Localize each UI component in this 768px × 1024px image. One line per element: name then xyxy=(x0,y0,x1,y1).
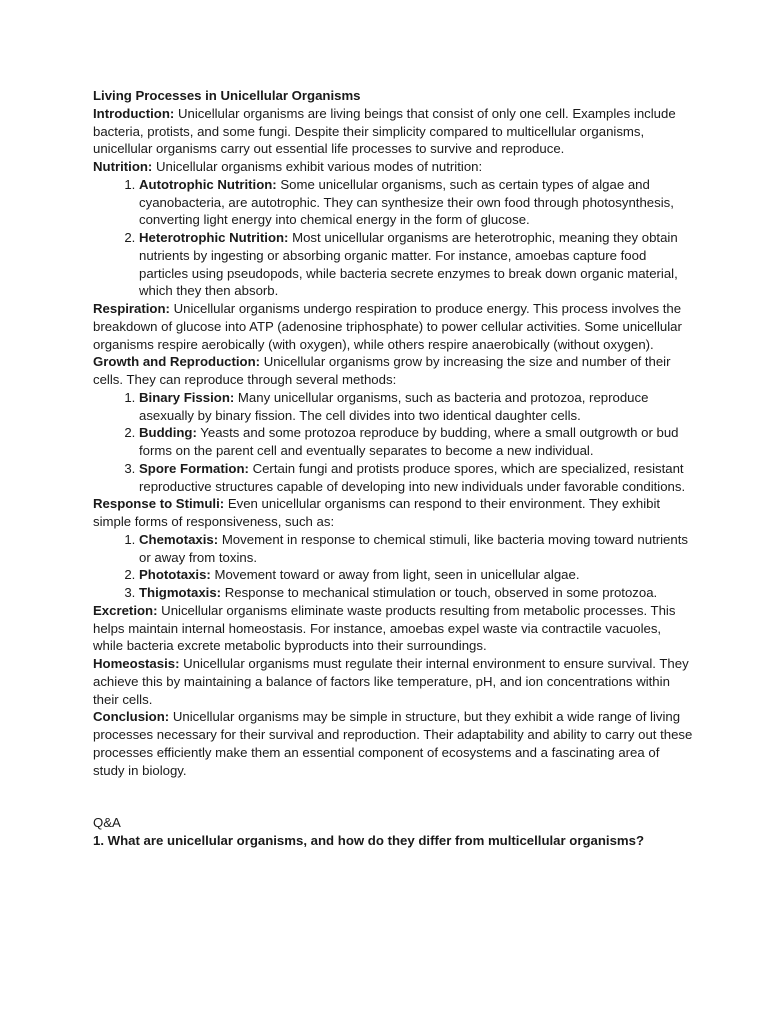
list-item-label: Binary Fission: xyxy=(139,389,235,405)
list-item-text: Certain fungi and protists produce spores, which are specialized, resistant reproductive structures capable of developing into new individuals under favorable conditions. xyxy=(139,460,686,494)
homeostasis-label: Homeostasis: xyxy=(93,656,180,671)
list-item-label: Budding: xyxy=(139,425,197,441)
introduction-label: Introduction: xyxy=(93,105,175,121)
growth-label: Growth and Reproduction: xyxy=(93,354,261,370)
list-item xyxy=(139,584,693,602)
excretion-text: Unicellular organisms eliminate waste products resulting from metabolic processes. This helps maintain internal homeostasis. For instance, amoebas expel waste via contractile vacuoles, while bacteria excrete metabolic byproducts into their surroundings. xyxy=(93,602,676,654)
growth-paragraph xyxy=(93,353,693,389)
growth-text: Unicellular organisms grow by increasing the size and number of their cells. They can reproduce through several methods: xyxy=(93,354,671,387)
list-item xyxy=(139,176,693,229)
reproduction-list xyxy=(93,389,693,496)
excretion-paragraph xyxy=(93,602,693,655)
list-item-text: Movement in response to chemical stimuli, like bacteria moving toward nutrients or away from toxins. xyxy=(139,531,688,565)
list-item-label: Autotrophic Nutrition: xyxy=(139,176,277,192)
nutrition-list xyxy=(93,176,693,300)
section-spacer xyxy=(93,779,693,814)
nutrition-text: Unicellular organisms exhibit various modes of nutrition: xyxy=(152,159,483,174)
respiration-text: Unicellular organisms undergo respiration to produce energy. This process involves the breakdown of glucose into ATP (adenosine triphosphate) to power cellular activities. Some unicellular organisms respire aerobically (with oxygen), while others respire anaerobically (without oxygen). xyxy=(93,301,682,352)
document-page xyxy=(93,87,693,850)
conclusion-paragraph xyxy=(93,708,693,779)
introduction-text: Unicellular organisms are living beings that consist of only one cell. Examples include bacteria, protists, and some fungi. Despite their simplicity compared to multicellular organisms, unicellular organisms carry out essential life processes to survive and reproduce. xyxy=(93,105,676,157)
list-item xyxy=(139,566,693,584)
excretion-label: Excretion: xyxy=(93,602,158,618)
question-1: 1. What are unicellular organisms, and how do they differ from multicellular organisms? xyxy=(93,833,645,848)
document-title: Living Processes in Unicellular Organisms xyxy=(93,88,361,103)
introduction-paragraph xyxy=(93,105,693,158)
list-item-text: Yeasts and some protozoa reproduce by budding, where a small outgrowth or bud forms on the parent cell and eventually separates to become a new individual. xyxy=(139,425,679,458)
list-item-label: Chemotaxis: xyxy=(139,531,219,547)
list-item xyxy=(139,389,693,425)
list-item-label: Thigmotaxis: xyxy=(139,585,222,600)
list-item-text: Some unicellular organisms, such as certain types of algae and cyanobacteria, are autotrophic. They can synthesize their own food through photosynthesis, converting light energy into chemical energy in the form of glucose. xyxy=(139,176,674,228)
list-item xyxy=(139,531,693,567)
nutrition-label: Nutrition: xyxy=(93,159,153,174)
homeostasis-text: Unicellular organisms must regulate their internal environment to ensure survival. They achieve this by maintaining a balance of factors like temperature, pH, and ion concentrations within their cells. xyxy=(93,656,689,707)
stimuli-paragraph xyxy=(93,495,693,531)
list-item-text: Many unicellular organisms, such as bacteria and protozoa, reproduce asexually by binary fission. The cell divides into two identical daughter cells. xyxy=(139,389,649,423)
qa-heading: Q&A xyxy=(93,815,121,831)
list-item-text: Movement toward or away from light, seen in unicellular algae. xyxy=(210,567,580,583)
list-item xyxy=(139,424,693,460)
list-item xyxy=(139,460,693,496)
stimuli-list xyxy=(93,531,693,602)
list-item-text: Response to mechanical stimulation or touch, observed in some protozoa. xyxy=(221,585,658,600)
stimuli-label: Response to Stimuli: xyxy=(93,496,225,512)
list-item-label: Phototaxis: xyxy=(139,567,211,583)
list-item-label: Spore Formation: xyxy=(139,460,249,476)
homeostasis-paragraph xyxy=(93,655,693,708)
list-item-text: Most unicellular organisms are heterotrophic, meaning they obtain nutrients by ingesting or absorbing organic matter. For instance, amoebas capture food particles using pseudopods, while bacteria secrete enzymes to break down organic material, which they then absorb. xyxy=(139,230,678,299)
respiration-label: Respiration: xyxy=(93,301,170,316)
list-item xyxy=(139,229,693,300)
stimuli-text: Even unicellular organisms can respond to their environment. They exhibit simple forms of responsiveness, such as: xyxy=(93,496,661,529)
conclusion-label: Conclusion: xyxy=(93,709,170,725)
nutrition-paragraph xyxy=(93,158,693,176)
respiration-paragraph xyxy=(93,300,693,353)
list-item-label: Heterotrophic Nutrition: xyxy=(139,230,289,245)
conclusion-text: Unicellular organisms may be simple in structure, but they exhibit a wide range of living processes necessary for their survival and reproduction. Their adaptability and ability to carry out these processes efficiently make them an essential component of ecosystems and a fascinating area of study in biology. xyxy=(93,709,693,778)
